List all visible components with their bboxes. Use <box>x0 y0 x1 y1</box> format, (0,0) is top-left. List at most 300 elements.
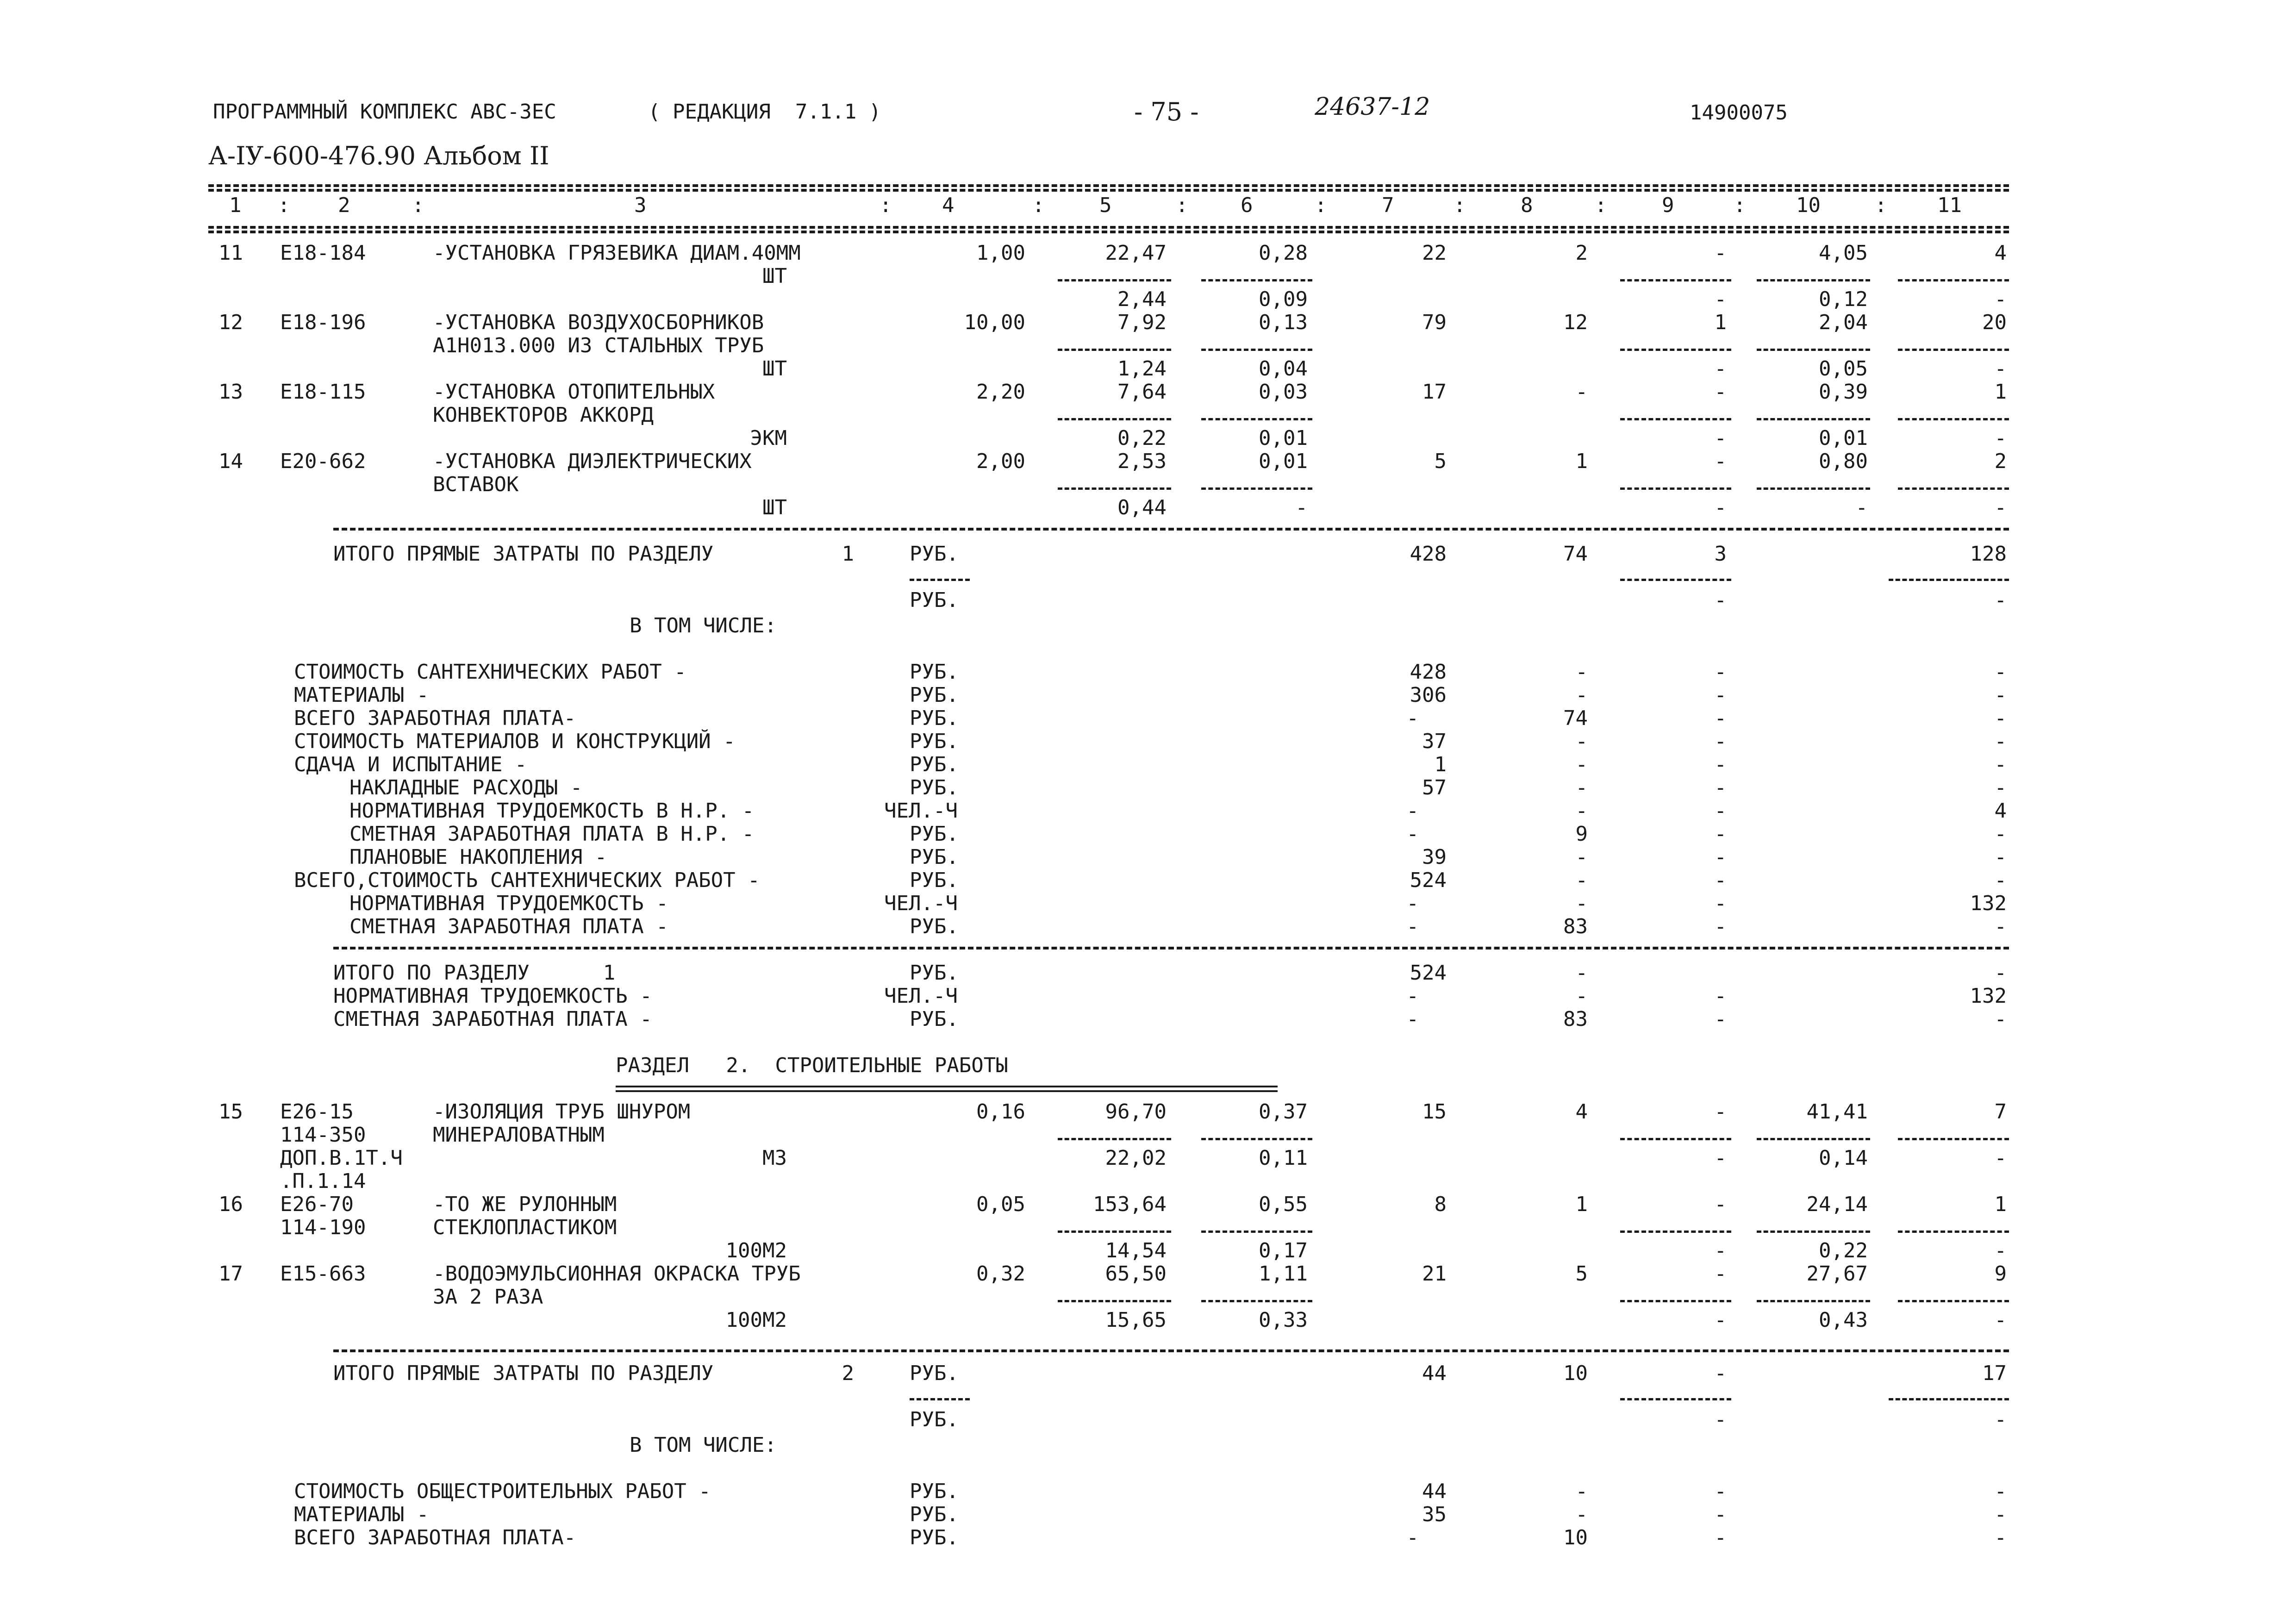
unit-of-measure: 100М2 <box>725 1308 787 1332</box>
rule-line <box>1620 418 1731 420</box>
norm-code: Е18-184 <box>280 241 366 265</box>
column-separator: : <box>1875 194 1887 217</box>
rule-line <box>1058 1230 1171 1233</box>
total-wages: 10 <box>1563 1362 1588 1385</box>
breakdown-labor: - <box>1994 776 2007 800</box>
breakdown-machines: - <box>1714 730 1727 753</box>
breakdown-label: ПЛАНОВЫЕ НАКОПЛЕНИЯ - <box>349 845 607 869</box>
work-description-line: ЗА 2 РАЗА <box>433 1285 543 1309</box>
labor-unit: 41,41 <box>1806 1100 1868 1124</box>
work-description-line: МИНЕРАЛОВАТНЫМ <box>433 1123 605 1147</box>
total-machines: - <box>1714 1362 1727 1385</box>
unit-price-total: 7,92 <box>1117 311 1167 334</box>
breakdown-unit: РУБ. <box>910 868 959 892</box>
breakdown-cost: - <box>1406 706 1419 730</box>
cost-total: 17 <box>1422 380 1447 404</box>
rule-line <box>1898 1230 2009 1233</box>
machine-labor-total: - <box>1994 357 2007 381</box>
unit-price-total: 96,70 <box>1105 1100 1167 1124</box>
machine-price: 14,54 <box>1105 1239 1167 1262</box>
machine-price: 1,24 <box>1117 357 1167 381</box>
cost-wages: 4 <box>1575 1100 1588 1124</box>
rule-line <box>1898 349 2009 351</box>
machine-price: 2,44 <box>1117 287 1167 311</box>
unit-of-measure: ЭКМ <box>750 426 787 450</box>
cost-machines: - <box>1714 1262 1727 1286</box>
unit-of-measure: ШТ <box>762 496 787 519</box>
breakdown-wages: 10 <box>1563 1526 1588 1549</box>
machine-wages: 0,17 <box>1259 1239 1308 1262</box>
rule-line <box>1058 349 1171 351</box>
unit-price-wages: 0,37 <box>1259 1100 1308 1124</box>
unit-price-total: 65,50 <box>1105 1262 1167 1286</box>
breakdown-unit: РУБ. <box>910 776 959 800</box>
rule-line <box>1058 279 1171 281</box>
breakdown-unit: ЧЕЛ.-Ч <box>884 799 958 823</box>
unit-of-measure: М3 <box>762 1146 787 1170</box>
breakdown-labor: - <box>1994 915 2007 938</box>
cost-machines: - <box>1714 1100 1727 1124</box>
cost-machines: - <box>1714 241 1727 265</box>
breakdown-wages: 83 <box>1563 915 1588 938</box>
quantity: 0,16 <box>976 1100 1025 1124</box>
machine-labor: 0,22 <box>1819 1239 1868 1262</box>
row-number: 16 <box>218 1193 243 1216</box>
total-cost: 428 <box>1410 542 1447 566</box>
section-total-wages: - <box>1575 961 1588 985</box>
header-bottom-rule <box>208 226 2009 229</box>
breakdown-unit: РУБ. <box>910 845 959 869</box>
header-top-rule <box>208 189 2009 192</box>
breakdown-machines: - <box>1714 753 1727 776</box>
norm-code: Е18-196 <box>280 311 366 334</box>
breakdown-labor: 4 <box>1994 799 2007 823</box>
breakdown-unit: РУБ. <box>910 1480 959 1503</box>
rule-line <box>1201 349 1312 351</box>
row-number: 15 <box>218 1100 243 1124</box>
machine-wages: 0,33 <box>1259 1308 1308 1332</box>
rule-line <box>1620 487 1731 490</box>
breakdown-wages: - <box>1575 868 1588 892</box>
breakdown-unit: РУБ. <box>910 1526 959 1549</box>
unit-price-wages: 0,03 <box>1259 380 1308 404</box>
breakdown-wages: - <box>1575 1503 1588 1526</box>
currency-unit: РУБ. <box>910 542 959 566</box>
column-separator: : <box>1315 194 1327 217</box>
breakdown-labor: - <box>1994 822 2007 846</box>
machine-price: 0,22 <box>1117 426 1167 450</box>
column-separator: : <box>412 194 424 217</box>
breakdown-machines: - <box>1714 845 1727 869</box>
edition-label: ( РЕДАКЦИЯ 7.1.1 ) <box>648 100 881 124</box>
rule-line <box>1620 1398 1731 1400</box>
norm-code-line: 114-190 <box>280 1216 366 1239</box>
section-2-underline <box>616 1086 1278 1092</box>
cost-total: 22 <box>1422 241 1447 265</box>
cost-machines: 1 <box>1714 311 1727 334</box>
norm-code-line: ДОП.В.1Т.Ч <box>280 1146 403 1170</box>
breakdown-unit: РУБ. <box>910 753 959 776</box>
section-total-wages: 83 <box>1563 1007 1588 1031</box>
breakdown-cost: 428 <box>1410 660 1447 684</box>
machine-labor: - <box>1855 496 1868 519</box>
section1-items-rule <box>333 528 2009 531</box>
breakdown-machines: - <box>1714 660 1727 684</box>
unit-price-wages: 0,55 <box>1259 1193 1308 1216</box>
breakdown-wages: - <box>1575 776 1588 800</box>
labor-unit: 0,80 <box>1819 450 1868 473</box>
breakdown-label: СМЕТНАЯ ЗАРАБОТНАЯ ПЛАТА В Н.Р. - <box>349 822 755 846</box>
cost-wages: 1 <box>1575 450 1588 473</box>
machine-price: 22,02 <box>1105 1146 1167 1170</box>
breakdown-wages: - <box>1575 1480 1588 1503</box>
total-machines-b: - <box>1714 1408 1727 1431</box>
section-number: 2 <box>842 1362 854 1385</box>
unit-price-total: 22,47 <box>1105 241 1167 265</box>
breakdown-machines: - <box>1714 799 1727 823</box>
rule-line <box>1201 1300 1312 1302</box>
total-cost: 44 <box>1422 1362 1447 1385</box>
section2-items-rule <box>333 1349 2009 1352</box>
section-total-wages: - <box>1575 984 1588 1008</box>
breakdown-cost: - <box>1406 799 1419 823</box>
machine-labor: 0,01 <box>1819 426 1868 450</box>
work-description: -УСТАНОВКА ВОЗДУХОСБОРНИКОВ <box>433 311 764 334</box>
column-header-9: 9 <box>1662 194 1674 217</box>
work-description: -ВОДОЭМУЛЬСИОННАЯ ОКРАСКА ТРУБ <box>433 1262 801 1286</box>
unit-of-measure: ШТ <box>762 264 787 288</box>
breakdown-wages: - <box>1575 845 1588 869</box>
column-header-1: 1 <box>229 194 242 217</box>
cost-total: 21 <box>1422 1262 1447 1286</box>
total-labor: 128 <box>1970 542 2007 566</box>
section-total-unit: РУБ. <box>910 1007 959 1031</box>
breakdown-unit: РУБ. <box>910 683 959 707</box>
breakdown-cost: - <box>1406 822 1419 846</box>
quantity: 10,00 <box>964 311 1025 334</box>
breakdown-label: МАТЕРИАЛЫ - <box>294 1503 429 1526</box>
breakdown-cost: 306 <box>1410 683 1447 707</box>
section-total-cost: 524 <box>1410 961 1447 985</box>
quantity: 0,05 <box>976 1193 1025 1216</box>
breakdown-machines: - <box>1714 1480 1727 1503</box>
machine-cost: - <box>1714 496 1727 519</box>
rule-line <box>1757 349 1870 351</box>
breakdown-unit: РУБ. <box>910 660 959 684</box>
rule-line <box>1757 1138 1870 1140</box>
column-header-11: 11 <box>1937 194 1962 217</box>
column-separator: : <box>1454 194 1466 217</box>
section-total-machines: - <box>1714 984 1727 1008</box>
header-bottom-rule <box>208 231 2009 233</box>
column-separator: : <box>1595 194 1607 217</box>
machine-cost: - <box>1714 287 1727 311</box>
row-number: 14 <box>218 450 243 473</box>
rule-line <box>1898 1300 2009 1302</box>
breakdown-labor: - <box>1994 706 2007 730</box>
machine-labor: 0,12 <box>1819 287 1868 311</box>
including-label: В ТОМ ЧИСЛЕ: <box>630 1433 777 1457</box>
unit-price-wages: 0,13 <box>1259 311 1308 334</box>
rule-line <box>910 1398 970 1400</box>
rule-line <box>910 579 970 581</box>
section-total-labor: 132 <box>1970 984 2007 1008</box>
machine-wages: - <box>1295 496 1308 519</box>
rule-line <box>1898 1138 2009 1140</box>
rule-line <box>1620 1230 1731 1233</box>
breakdown-labor: - <box>1994 683 2007 707</box>
section-total-cost: - <box>1406 1007 1419 1031</box>
machine-cost: - <box>1714 1146 1727 1170</box>
rule-line <box>1058 1300 1171 1302</box>
cost-wages: 5 <box>1575 1262 1588 1286</box>
rule-line <box>1889 1398 2009 1400</box>
breakdown-machines: - <box>1714 1526 1727 1549</box>
cost-machines: - <box>1714 1193 1727 1216</box>
machine-wages: 0,09 <box>1259 287 1308 311</box>
norm-code: Е26-15 <box>280 1100 354 1124</box>
machine-labor: 0,43 <box>1819 1308 1868 1332</box>
currency-unit: РУБ. <box>910 1362 959 1385</box>
work-description-line: А1Н013.000 ИЗ СТАЛЬНЫХ ТРУБ <box>433 334 764 357</box>
breakdown-machines: - <box>1714 868 1727 892</box>
cost-total: 5 <box>1434 450 1447 473</box>
total-labor: 17 <box>1982 1362 2007 1385</box>
unit-of-measure: ШТ <box>762 357 787 381</box>
rule-line <box>1201 1138 1312 1140</box>
labor-unit: 24,14 <box>1806 1193 1868 1216</box>
labor-total: 20 <box>1982 311 2007 334</box>
breakdown-label: СТОИМОСТЬ САНТЕХНИЧЕСКИХ РАБОТ - <box>294 660 686 684</box>
rule-line <box>1201 279 1312 281</box>
rule-line <box>1620 1138 1731 1140</box>
handwritten-number: 24637-12 <box>1315 93 1430 121</box>
labor-unit: 27,67 <box>1806 1262 1868 1286</box>
labor-total: 2 <box>1994 450 2007 473</box>
norm-code: Е18-115 <box>280 380 366 404</box>
unit-price-wages: 0,28 <box>1259 241 1308 265</box>
breakdown-labor: 132 <box>1970 892 2007 915</box>
labor-unit: 0,39 <box>1819 380 1868 404</box>
work-description-line: КОНВЕКТОРОВ АККОРД <box>433 403 654 427</box>
breakdown-cost: 35 <box>1422 1503 1447 1526</box>
rule-line <box>1898 418 2009 420</box>
header-top-rule <box>208 184 2009 187</box>
machine-price: 0,44 <box>1117 496 1167 519</box>
breakdown-label: ВСЕГО ЗАРАБОТНАЯ ПЛАТА- <box>294 706 576 730</box>
cost-wages: 12 <box>1563 311 1588 334</box>
labor-total: 1 <box>1994 380 2007 404</box>
machine-labor-total: - <box>1994 1146 2007 1170</box>
rule-line <box>1620 279 1731 281</box>
rule-line <box>1757 487 1870 490</box>
column-header-3: 3 <box>634 194 647 217</box>
section-total-machines: - <box>1714 1007 1727 1031</box>
total-labor-b: - <box>1994 588 2007 612</box>
breakdown-label: ВСЕГО,СТОИМОСТЬ САНТЕХНИЧЕСКИХ РАБОТ - <box>294 868 760 892</box>
machine-cost: - <box>1714 1308 1727 1332</box>
breakdown-wages: 9 <box>1575 822 1588 846</box>
row-number: 13 <box>218 380 243 404</box>
cost-wages: 1 <box>1575 1193 1588 1216</box>
norm-code-line: 114-350 <box>280 1123 366 1147</box>
breakdown-wages: - <box>1575 730 1588 753</box>
section-total-cost: - <box>1406 984 1419 1008</box>
machine-wages: 0,01 <box>1259 426 1308 450</box>
rule-line <box>1898 487 2009 490</box>
breakdown-wages: - <box>1575 753 1588 776</box>
total-wages: 74 <box>1563 542 1588 566</box>
rule-line <box>1757 1300 1870 1302</box>
column-header-10: 10 <box>1796 194 1821 217</box>
program-title: ПРОГРАММНЫЙ КОМПЛЕКС АВС-3ЕС <box>213 100 556 124</box>
rule-line <box>1058 1138 1171 1140</box>
breakdown-unit: РУБ. <box>910 1503 959 1526</box>
rule-line <box>1058 418 1171 420</box>
breakdown-cost: - <box>1406 1526 1419 1549</box>
machine-labor-total: - <box>1994 1239 2007 1262</box>
section-total-label: ИТОГО ПО РАЗДЕЛУ 1 <box>333 961 616 985</box>
rule-line <box>1201 487 1312 490</box>
breakdown-machines: - <box>1714 915 1727 938</box>
labor-total: 9 <box>1994 1262 2007 1286</box>
breakdown-cost: 39 <box>1422 845 1447 869</box>
breakdown-machines: - <box>1714 776 1727 800</box>
norm-code: Е15-663 <box>280 1262 366 1286</box>
total-machines: 3 <box>1714 542 1727 566</box>
total-labor-b: - <box>1994 1408 2007 1431</box>
column-separator: : <box>1176 194 1188 217</box>
column-header-2: 2 <box>338 194 350 217</box>
breakdown-wages: - <box>1575 799 1588 823</box>
row-number: 12 <box>218 311 243 334</box>
breakdown-cost: 44 <box>1422 1480 1447 1503</box>
labor-total: 4 <box>1994 241 2007 265</box>
column-separator: : <box>278 194 290 217</box>
currency-unit: РУБ. <box>910 588 959 612</box>
breakdown-labor: - <box>1994 1480 2007 1503</box>
cost-total: 15 <box>1422 1100 1447 1124</box>
work-description-line: ВСТАВОК <box>433 473 519 496</box>
quantity: 2,00 <box>976 450 1025 473</box>
rule-line <box>1620 579 1731 581</box>
work-description: -ТО ЖЕ РУЛОННЫМ <box>433 1193 617 1216</box>
breakdown-cost: - <box>1406 915 1419 938</box>
breakdown-machines: - <box>1714 892 1727 915</box>
work-description-line: СТЕКЛОПЛАСТИКОМ <box>433 1216 617 1239</box>
breakdown-label: НОРМАТИВНАЯ ТРУДОЕМКОСТЬ - <box>349 892 668 915</box>
column-separator: : <box>880 194 892 217</box>
breakdown-label: СТОИМОСТЬ МАТЕРИАЛОВ И КОНСТРУКЦИЙ - <box>294 730 736 753</box>
machine-labor-total: - <box>1994 426 2007 450</box>
section1-breakdown-rule <box>333 947 2009 949</box>
section-total-unit: ЧЕЛ.-Ч <box>884 984 958 1008</box>
column-header-8: 8 <box>1521 194 1533 217</box>
rule-line <box>1201 418 1312 420</box>
breakdown-machines: - <box>1714 1503 1727 1526</box>
row-number: 11 <box>218 241 243 265</box>
column-header-6: 6 <box>1241 194 1253 217</box>
breakdown-cost: 524 <box>1410 868 1447 892</box>
section-total-label: НОРМАТИВНАЯ ТРУДОЕМКОСТЬ - <box>333 984 652 1008</box>
machine-cost: - <box>1714 357 1727 381</box>
norm-code-line: .П.1.14 <box>280 1169 366 1193</box>
breakdown-unit: РУБ. <box>910 730 959 753</box>
breakdown-labor: - <box>1994 660 2007 684</box>
cost-wages: - <box>1575 380 1588 404</box>
cost-wages: 2 <box>1575 241 1588 265</box>
breakdown-machines: - <box>1714 822 1727 846</box>
row-number: 17 <box>218 1262 243 1286</box>
rule-line <box>1757 1230 1870 1233</box>
rule-line <box>1620 349 1731 351</box>
total-machines-b: - <box>1714 588 1727 612</box>
rule-line <box>1757 279 1870 281</box>
unit-price-wages: 0,01 <box>1259 450 1308 473</box>
breakdown-wages: 74 <box>1563 706 1588 730</box>
breakdown-unit: РУБ. <box>910 915 959 938</box>
quantity: 0,32 <box>976 1262 1025 1286</box>
machine-labor-total: - <box>1994 287 2007 311</box>
rule-line <box>1201 1230 1312 1233</box>
breakdown-label: НОРМАТИВНАЯ ТРУДОЕМКОСТЬ В Н.Р. - <box>349 799 755 823</box>
work-description: -УСТАНОВКА ГРЯЗЕВИКА ДИАМ.40ММ <box>433 241 801 265</box>
machine-price: 15,65 <box>1105 1308 1167 1332</box>
page-number: - 75 - <box>1134 97 1199 126</box>
cost-total: 79 <box>1422 311 1447 334</box>
breakdown-label: СДАЧА И ИСПЫТАНИЕ - <box>294 753 527 776</box>
labor-total: 7 <box>1994 1100 2007 1124</box>
column-header-4: 4 <box>942 194 955 217</box>
document-code: 14900075 <box>1690 101 1788 125</box>
section-total-unit: РУБ. <box>910 961 959 985</box>
machine-cost: - <box>1714 1239 1727 1262</box>
breakdown-labor: - <box>1994 753 2007 776</box>
norm-code: Е20-662 <box>280 450 366 473</box>
unit-price-total: 7,64 <box>1117 380 1167 404</box>
breakdown-cost: 37 <box>1422 730 1447 753</box>
breakdown-label: СТОИМОСТЬ ОБЩЕСТРОИТЕЛЬНЫХ РАБОТ - <box>294 1480 711 1503</box>
labor-unit: 2,04 <box>1819 311 1868 334</box>
work-description: -УСТАНОВКА ДИЭЛЕКТРИЧЕСКИХ <box>433 450 752 473</box>
unit-price-total: 153,64 <box>1093 1193 1167 1216</box>
rule-line <box>1757 418 1870 420</box>
section-2-title: РАЗДЕЛ 2. СТРОИТЕЛЬНЫЕ РАБОТЫ <box>616 1054 1008 1077</box>
cost-machines: - <box>1714 450 1727 473</box>
breakdown-labor: - <box>1994 1526 2007 1549</box>
quantity: 2,20 <box>976 380 1025 404</box>
section-total-labor: - <box>1994 961 2007 985</box>
work-description: -УСТАНОВКА ОТОПИТЕЛЬНЫХ <box>433 380 715 404</box>
album-label: А-IУ-600-476.90 Альбом II <box>208 141 549 170</box>
breakdown-label: МАТЕРИАЛЫ - <box>294 683 429 707</box>
breakdown-cost: - <box>1406 892 1419 915</box>
machine-wages: 0,11 <box>1259 1146 1308 1170</box>
breakdown-label: СМЕТНАЯ ЗАРАБОТНАЯ ПЛАТА - <box>349 915 668 938</box>
labor-total: 1 <box>1994 1193 2007 1216</box>
rule-line <box>1898 279 2009 281</box>
breakdown-label: ВСЕГО ЗАРАБОТНАЯ ПЛАТА- <box>294 1526 576 1549</box>
including-label: В ТОМ ЧИСЛЕ: <box>630 614 777 637</box>
breakdown-wages: - <box>1575 683 1588 707</box>
unit-price-wages: 1,11 <box>1259 1262 1308 1286</box>
breakdown-label: НАКЛАДНЫЕ РАСХОДЫ - <box>349 776 583 800</box>
machine-labor-total: - <box>1994 496 2007 519</box>
machine-labor: 0,05 <box>1819 357 1868 381</box>
machine-wages: 0,04 <box>1259 357 1308 381</box>
work-description: -ИЗОЛЯЦИЯ ТРУБ ШНУРОМ <box>433 1100 691 1124</box>
breakdown-labor: - <box>1994 868 2007 892</box>
